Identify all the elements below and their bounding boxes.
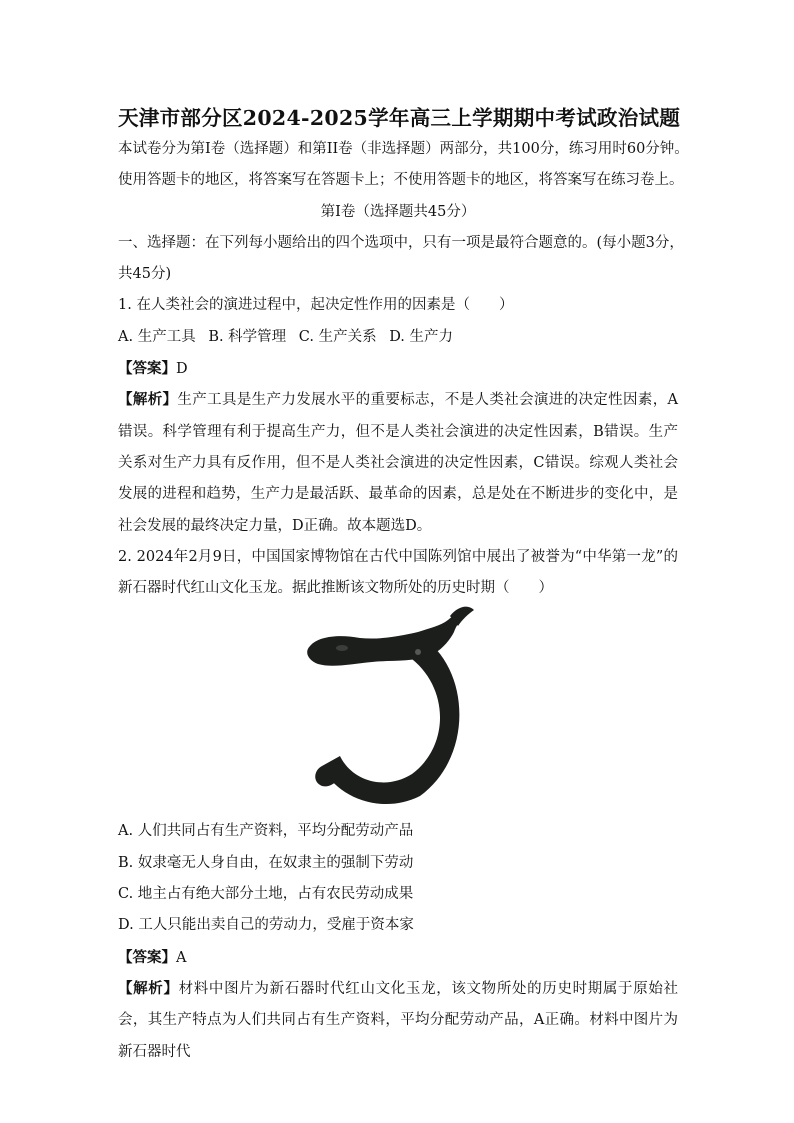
question-2-stem: 2. 2024年2月9日，中国国家博物馆在古代中国陈列馆中展出了被誉为“中华第一龙”的新石器时代红山文化玉龙。据此推断该文物所处的历史时期（ ）: [118, 548, 678, 597]
section-instruction-line-1: 一、选择题：在下列每小题给出的四个选项中，只有一项是最符合题意的。(每小题3分，: [118, 234, 684, 251]
section-instruction-line-2: 共45分): [118, 266, 172, 283]
intro-line-1: 本试卷分为第I卷（选择题）和第II卷（非选择题）两部分，共100分，练习用时60分钟。: [118, 141, 689, 157]
document-title: 天津市部分区2024-2025学年高三上学期期中考试政治试题: [118, 106, 681, 130]
answer-tag: 【答案】: [118, 360, 176, 378]
question-1-stem: 1. 在人类社会的演进过程中，起决定性作用的因素是（ ）: [118, 297, 514, 314]
question-2-option-a: A. 人们共同占有生产资料，平均分配劳动产品: [118, 823, 414, 840]
question-1-analysis: [118, 384, 678, 541]
answer-tag: 【答案】: [118, 948, 176, 966]
question-2-option-d: D. 工人只能出卖自己的劳动力，受雇于资本家: [118, 917, 414, 934]
analysis-text: 材料中图片为新石器时代红山文化玉龙，该文物所处的历史时期属于原始社会，其生产特点为人们共同占有生产资料，平均分配劳动产品，A正确。材料中图片为新石器时代: [118, 980, 679, 1060]
question-1-option-d: D. 生产力: [389, 328, 454, 345]
part-heading: 第I卷（选择题共45分）: [320, 203, 476, 220]
question-2-analysis: [118, 973, 678, 1068]
question-2-option-b: B. 奴隶毫无人身自由，在奴隶主的强制下劳动: [118, 854, 414, 871]
question-1-options: [118, 322, 678, 353]
question-1-option-b: B. 科学管理: [208, 328, 287, 345]
intro-line-2: 使用答题卡的地区，将答案写在答题卡上；不使用答题卡的地区，将答案写在练习卷上。: [118, 172, 684, 189]
analysis-tag: 【解析】: [118, 979, 179, 997]
question-2-figure: [118, 606, 678, 816]
analysis-tag: 【解析】: [118, 391, 178, 409]
question-2-option-c: C. 地主占有绝大部分土地，占有农民劳动成果: [118, 886, 414, 903]
question-2-answer: [118, 942, 678, 973]
answer-value: D: [176, 361, 188, 378]
question-1-option-a: A. 生产工具: [118, 328, 196, 345]
question-1-option-c: C. 生产关系: [298, 328, 377, 345]
analysis-text: 生产工具是生产力发展水平的重要标志，不是人类社会演进的决定性因素，A错误。科学管理有利于提高生产力，但不是人类社会演进的决定性因素，B错误。生产关系对生产力具有反作用，但不是人类社会演进的决定性因素，C错误。综观人类社会发展的进程和趋势，生产力是最活跃、最革命的因素，总是处在不断进步的变化中，是社会发展的最终决定力量，D正确。故本题选D。: [118, 392, 679, 534]
question-1-answer: [118, 353, 678, 384]
jade-dragon-image: [300, 606, 480, 808]
answer-value: A: [176, 949, 187, 966]
